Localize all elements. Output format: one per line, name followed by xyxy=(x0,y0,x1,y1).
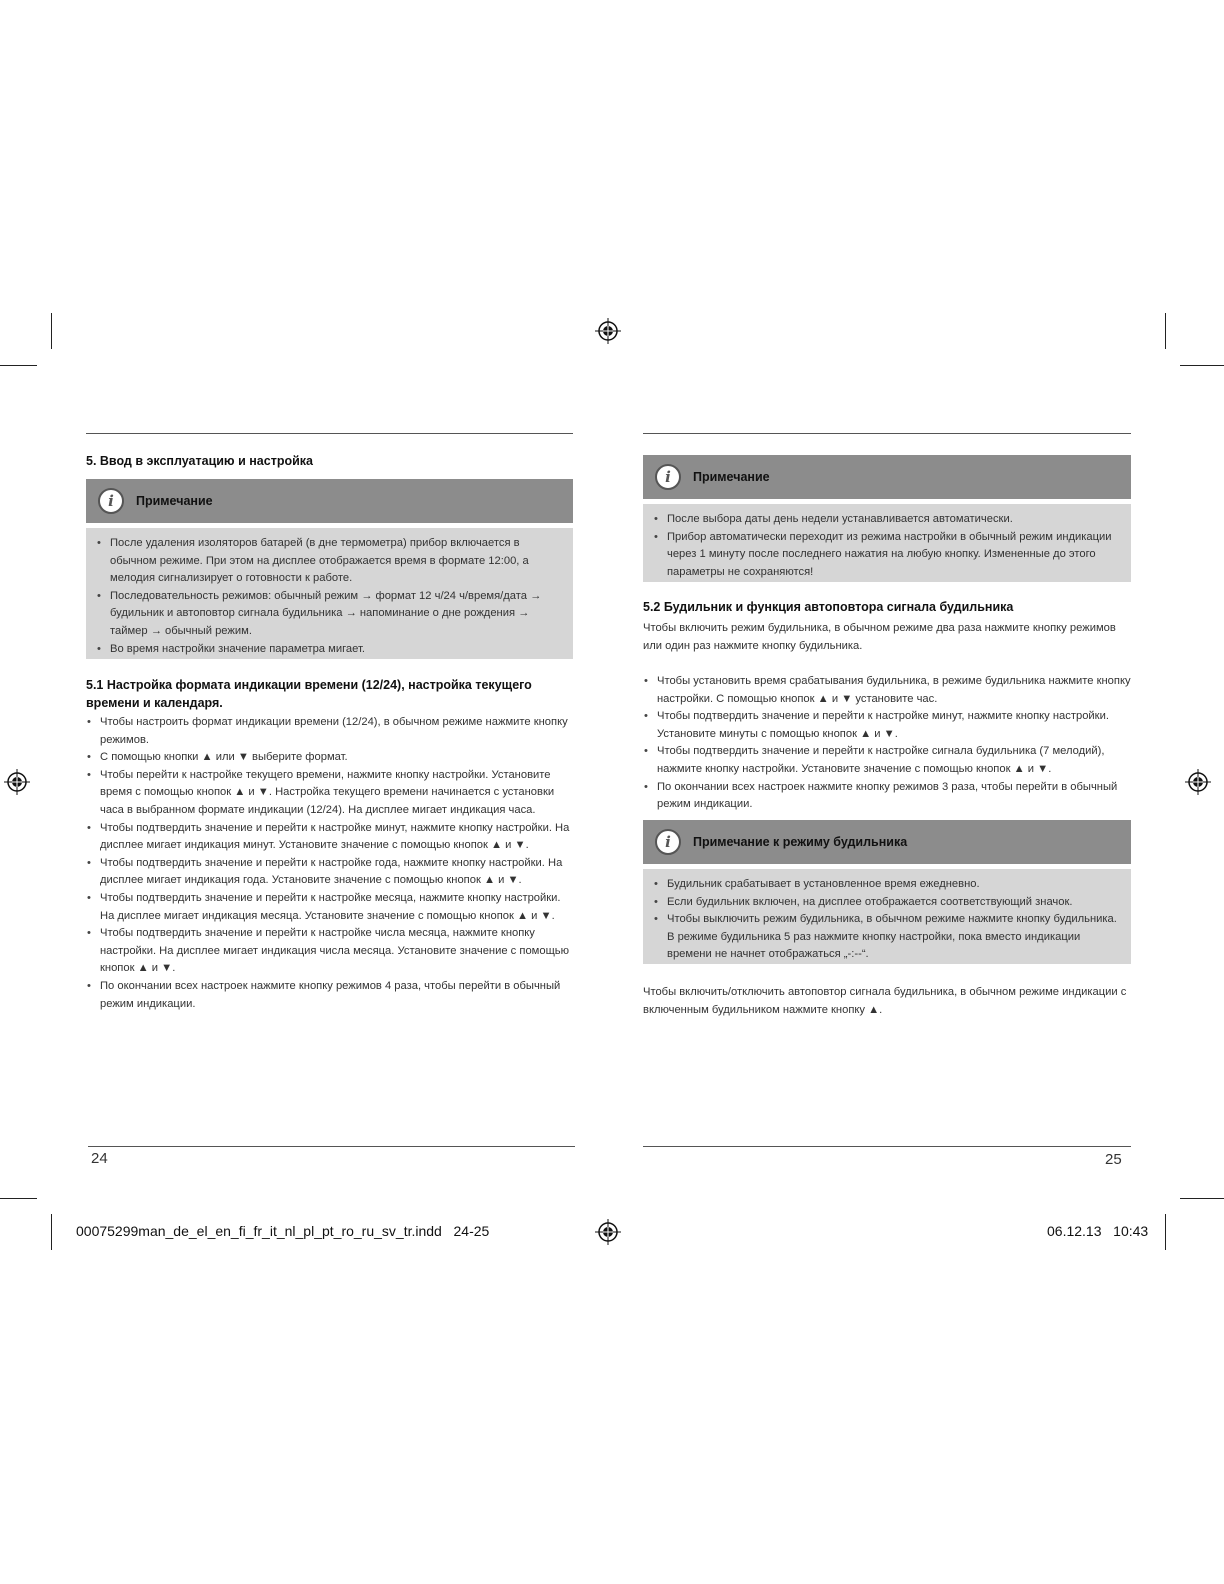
crop-mark xyxy=(51,313,52,349)
note-body xyxy=(643,504,1131,582)
page-number: 25 xyxy=(1105,1151,1122,1168)
top-rule xyxy=(643,433,1131,434)
crop-mark xyxy=(1180,365,1224,366)
note-list xyxy=(96,535,563,658)
subsection-title: 5.1 Настройка формата индикации времени (12/24), настройка текущего времени и календаря. xyxy=(86,678,532,710)
info-icon: i xyxy=(655,829,681,855)
list-item: • По окончании всех настроек нажмите кнопку режимов 3 раза, чтобы перейти в обычный режим индикации. xyxy=(643,779,1131,814)
bottom-rule xyxy=(643,1146,1131,1147)
section-title: 5. Ввод в эксплуатацию и настройка xyxy=(86,454,313,468)
note-body xyxy=(86,528,573,659)
registration-mark-icon xyxy=(595,1219,621,1245)
page-number: 24 xyxy=(91,1150,108,1167)
note-title: Примечание xyxy=(136,494,213,508)
list-item: • Во время настройки значение параметра мигает. xyxy=(96,641,563,659)
crop-mark xyxy=(0,1198,37,1199)
top-rule xyxy=(86,433,573,434)
list-item: • Чтобы перейти к настройке текущего времени, нажмите кнопку настройки. Установите время с помощью кнопок ▲ и ▼. Настройка текущего времени начинается с установки часа в выбранном формате индикации (12/24). На дисплее мигает индикация часа. xyxy=(86,767,574,820)
note-list xyxy=(653,511,1121,581)
info-icon: i xyxy=(655,464,681,490)
list-item: • Чтобы подтвердить значение и перейти к настройке минут, нажмите кнопку настройки. На дисплее мигает индикация минут. Установите значение с помощью кнопок ▲ и ▼. xyxy=(86,820,574,855)
list-item: • Последовательность режимов: обычный режим → формат 12 ч/24 ч/время/дата → будильник и автоповтор сигнала будильника → напоминание о дне рождения → таймер → обычный режим. xyxy=(96,588,563,641)
alarm-note-title: Примечание к режиму будильника xyxy=(693,835,908,849)
list-item: • После выбора даты день недели устанавливается автоматически. xyxy=(653,511,1121,529)
alarm-note-header xyxy=(643,820,1131,864)
info-icon: i xyxy=(98,488,124,514)
note-header xyxy=(86,479,573,523)
list-item: • Чтобы выключить режим будильника, в обычном режиме нажмите кнопку будильника. В режиме будильника 5 раз нажмите кнопку настройки, пока вместо индикации времени не начнет отображаться „-:--“. xyxy=(653,911,1121,964)
list-item: • По окончании всех настроек нажмите кнопку режимов 4 раза, чтобы перейти в обычный режим индикации. xyxy=(86,978,574,1013)
bottom-rule xyxy=(88,1146,575,1147)
list-item: • Чтобы настроить формат индикации времени (12/24), в обычном режиме нажмите кнопку режимов. xyxy=(86,714,574,749)
registration-mark-icon xyxy=(4,769,30,795)
list-item: • Прибор автоматически переходит из режима настройки в обычный режим индикации через 1 минуту после последнего нажатия на любую кнопку. Измененные до этого параметры не сохраняются! xyxy=(653,529,1121,582)
list-item: • После удаления изоляторов батарей (в дне термометра) прибор включается в обычном режиме. При этом на дисплее отображается время в формате 12:00, а мелодия сигнализирует о готовности к работе. xyxy=(96,535,563,588)
note-title: Примечание xyxy=(693,470,770,484)
subsection-title: 5.2 Будильник и функция автоповтора сигнала будильника xyxy=(643,600,1014,614)
list-item: • Чтобы подтвердить значение и перейти к настройке сигнала будильника (7 мелодий), нажмите кнопку настройки. Установите значение с помощью кнопок ▲ и ▼. xyxy=(643,743,1131,778)
list-item: • Если будильник включен, на дисплее отображается соответствующий значок. xyxy=(653,894,1121,912)
footer-datetime: 06.12.13 10:43 xyxy=(1047,1223,1149,1239)
list-item: • Будильник срабатывает в установленное время ежедневно. xyxy=(653,876,1121,894)
crop-mark xyxy=(1180,1198,1224,1199)
list-item: • Чтобы подтвердить значение и перейти к настройке года, нажмите кнопку настройки. На дисплее мигает индикация года. Установите значение с помощью кнопок ▲ и ▼. xyxy=(86,855,574,890)
list-item: • Чтобы подтвердить значение и перейти к настройке минут, нажмите кнопку настройки. Установите минуты с помощью кнопок ▲ и ▼. xyxy=(643,708,1131,743)
crop-mark xyxy=(1165,1214,1166,1250)
crop-mark xyxy=(1165,313,1166,349)
alarm-note-body xyxy=(643,869,1131,964)
list-item: • С помощью кнопки ▲ или ▼ выберите формат. xyxy=(86,749,574,767)
instructions xyxy=(86,714,574,1013)
registration-mark-icon xyxy=(1185,769,1211,795)
registration-mark-icon xyxy=(595,318,621,344)
outro-text: Чтобы включить/отключить автоповтор сигнала будильника, в обычном режиме индикации с включенным будильником нажмите кнопку ▲. xyxy=(643,986,1127,1016)
note-header xyxy=(643,455,1131,499)
crop-mark xyxy=(51,1214,52,1250)
crop-mark xyxy=(0,365,37,366)
instruction-list xyxy=(86,714,574,1013)
footer-filename: 00075299man_de_el_en_fi_fr_it_nl_pl_pt_ro_ru_sv_tr.indd 24-25 xyxy=(76,1223,490,1239)
list-item: • Чтобы подтвердить значение и перейти к настройке числа месяца, нажмите кнопку настройки. На дисплее мигает индикация числа месяца. Установите значение с помощью кнопок ▲ и ▼. xyxy=(86,925,574,978)
list-item: • Чтобы подтвердить значение и перейти к настройке месяца, нажмите кнопку настройки. На дисплее мигает индикация месяца. Установите значение с помощью кнопок ▲ и ▼. xyxy=(86,890,574,925)
intro-text: Чтобы включить режим будильника, в обычном режиме два раза нажмите кнопку режимов или один раз нажмите кнопку будильника. xyxy=(643,622,1116,652)
instruction-list xyxy=(643,673,1131,814)
note-list xyxy=(653,876,1121,964)
list-item: • Чтобы установить время срабатывания будильника, в режиме будильника нажмите кнопку настройки. С помощью кнопок ▲ и ▼ установите час. xyxy=(643,673,1131,708)
instructions xyxy=(643,673,1131,814)
